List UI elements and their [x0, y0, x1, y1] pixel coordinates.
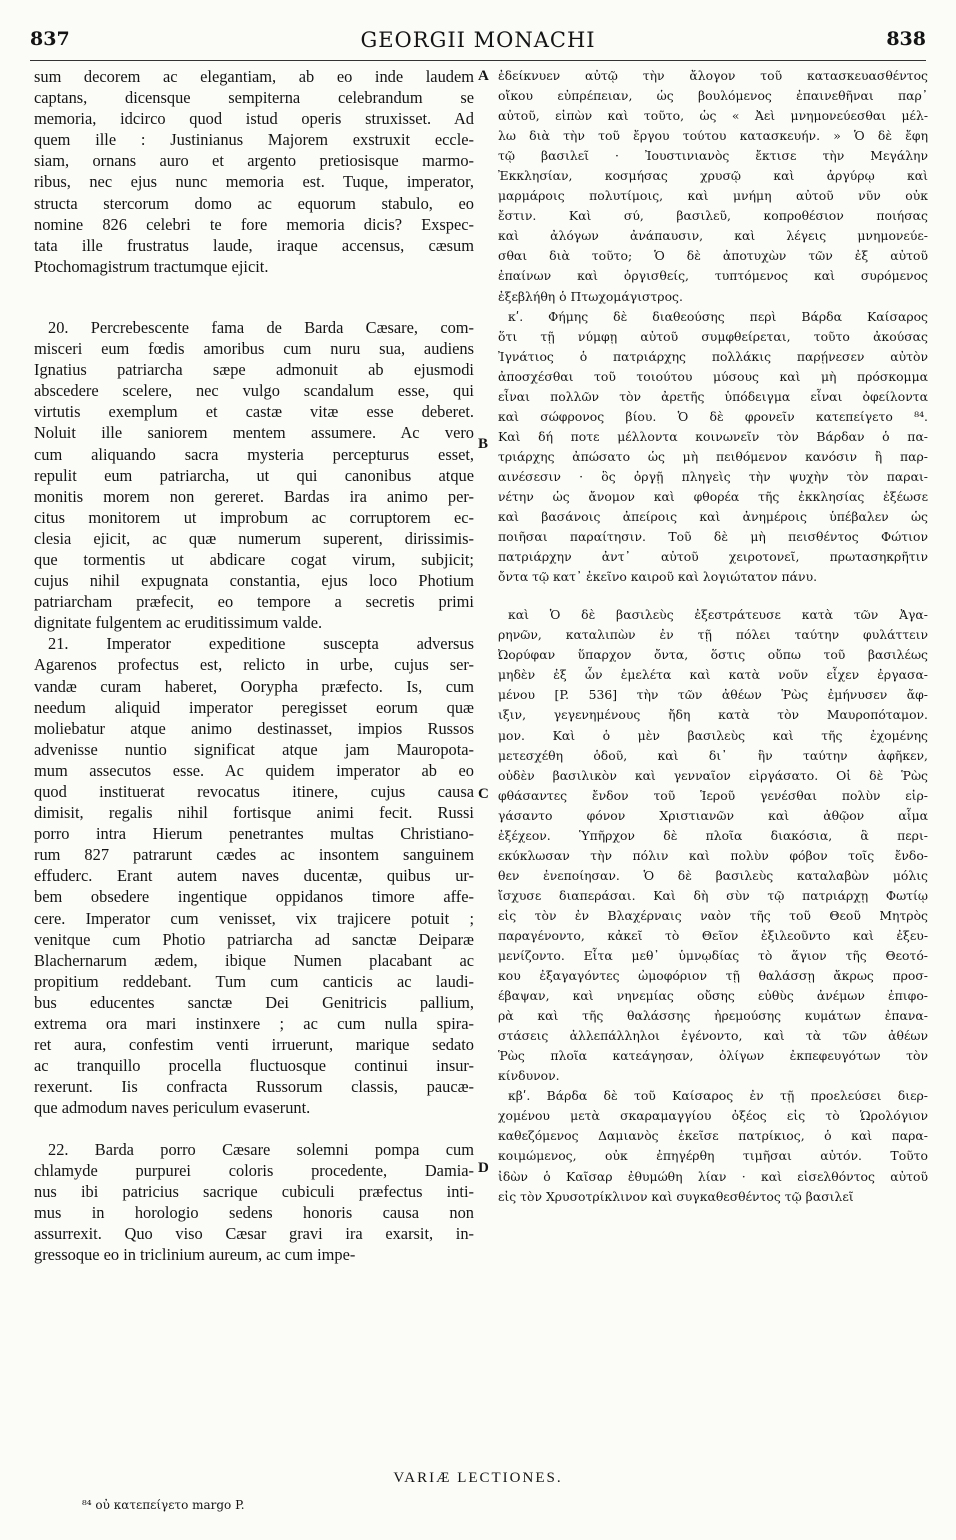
greek-line: ποιῆσαι παραίτησιν. Τοῦ δὲ μὴ πεισθέντος Φώτιον	[498, 529, 928, 545]
latin-line: moliebatur atque animo destinasset, impios Russos	[34, 718, 474, 738]
latin-line: advenisse nuntio significat atque jam Mauropota-	[34, 739, 474, 759]
greek-line: καὶ σώφρονος βίου. Ὁ δὲ φρονεῖν κατεπείγετο ⁸⁴.	[498, 408, 928, 424]
latin-line: Noluit ille saniorem mentem assumere. Ac vero	[34, 423, 474, 443]
latin-line: dignitate fulgentem ac eruditissimum valde.	[34, 613, 323, 633]
greek-line: ὄντα τῷ κατ᾽ ἐκεῖνο καιροῦ καὶ λογιώτατον πάνυ.	[498, 569, 818, 585]
latin-line: bem obsedere ingentique oppidanos timore affe-	[34, 887, 474, 907]
latin-line: rexerunt. Iis confracta Russorum classis, paucæ-	[34, 1077, 474, 1097]
latin-line: venitque cum Photio patriarcha ad sanctæ Deiparæ	[34, 929, 474, 949]
greek-line: κʹ. Φήμης δὲ διαθεούσης περὶ Βάρδα Καίσαρος	[508, 308, 928, 324]
running-title: GEORGII MONACHI	[360, 28, 596, 52]
latin-line: siam, ornans auro et argento pretiosisque marmo-	[34, 151, 474, 171]
greek-line: καὶ βασάνοις ἀπείροις καὶ ἀνημέροις ὑπέβαλεν ὡς	[498, 509, 928, 525]
greek-line: μενίζοντο. Εἶτα μεθ᾽ ὑμνῳδίας τὸ ἅγιον τῆς Θεοτό-	[498, 948, 928, 964]
latin-line: cujus nihil expugnata constantia, ejus loco Photium	[34, 571, 474, 591]
greek-line: σθαι διὰ τοῦτο; Ὁ δὲ ἀποτυχὼν τῶν ἐξ αὐτοῦ	[498, 248, 928, 264]
greek-line: τῷ βασιλεῖ · Ἰουστινιανὸς ἔκτισε τὴν Μεγάλην	[498, 148, 928, 164]
greek-line: εἶναι πολλῶν τὸν ἀρετῆς ὑπόδειγμα εἶναι ὀφείλοντα	[498, 388, 928, 404]
greek-line: έβαψαν, καὶ νηνεμίας οὔσης εὐθὺς ἀνέμων ἐπιφο-	[498, 988, 928, 1004]
latin-line: ret aura, confestim venti irruerunt, marique sedato	[34, 1035, 474, 1055]
greek-line: πατριάρχην ἀντ᾽ αὐτοῦ χειροτονεῖ, πρωτασηκρῆτιν	[498, 549, 928, 565]
greek-line: κίνδυνον.	[498, 1068, 560, 1084]
margin-letter-c: C	[478, 786, 489, 802]
greek-line: ἐπαίνων καὶ ὀργισθείς, τυπτόμενος καὶ συρόμενος	[498, 268, 928, 284]
greek-line: αινέσεσιν · ὃς ὀργῇ πληγεὶς τὴν ψυχὴν τὸν παραι-	[498, 468, 928, 484]
greek-line: ιξιν, γεγενημένους ἤδη κατὰ τὸν Μαυροπόταμον.	[498, 707, 928, 723]
greek-line: εἰς τὸν Χρυσοτρίκλινον καὶ συγκαθεσθέντος τῷ βασιλεῖ	[498, 1188, 854, 1204]
greek-line: καθεζόμενος Δαμιανὸς ἐκεῖσε πατρίκιος, ὁ καὶ παρα-	[498, 1128, 928, 1144]
latin-line: nomine 826 celebri te fore memoria dicis? Exspec-	[34, 214, 474, 234]
latin-line: chlamyde purpurei coloris procedente, Damia-	[34, 1160, 474, 1180]
latin-line: patriarcham præfecit, eo tempore a secretis primi	[34, 592, 474, 612]
header-rule	[30, 60, 926, 61]
greek-line: παραγένοντο, κἀκεῖ τὸ Θεῖον ἐξιλεοῦντο καὶ ἐξευ-	[498, 927, 928, 943]
greek-line: κου ἐξαγαγόντες ὠμοφόριον τῇ θαλάσσῃ ἄκρως προσ-	[498, 968, 928, 984]
latin-line: cum aliquando sacra mysteria percepturus esset,	[34, 444, 474, 464]
greek-line: ρὰ καὶ τῆς θαλάσσης ἠρεμούσης κυμάτων ἐπανα-	[498, 1008, 928, 1024]
margin-letter-a: A	[478, 68, 489, 84]
greek-line: στάσεις ἀλλεπάλληλοι ἐγένοντο, καὶ τὰ τῶν ἀθέων	[498, 1028, 928, 1044]
greek-line: λω διὰ τὴν τοῦ ἔργου τούτου κατασκευήν. » Ὁ δὲ ἔφη	[498, 128, 928, 144]
margin-letter-b: B	[478, 436, 489, 452]
greek-line: γάσαντο φόνον Χριστιανῶν καὶ ἀθῷον αἷμα	[498, 807, 928, 823]
greek-line: ἀποσχέσθαι τοῦ τοιούτου μύσους καὶ μὴ πρόσκομμα	[498, 368, 928, 384]
greek-line: καὶ ἀλόγων ἀνάπαυσιν, καὶ λέγεις μνημονεύε-	[498, 228, 928, 244]
greek-line: ἴσχυσε διαπεράσαι. Καὶ δὴ σὺν τῷ πατριάρχῃ Φωτίῳ	[498, 887, 928, 903]
greek-line: εἰς τὸν ἐν Βλαχέρναις ναὸν τῆς τοῦ Θεοῦ Μητρὸς	[498, 907, 928, 923]
latin-line: citus monitorem ut improbum ac corruptorem ec-	[34, 507, 474, 527]
latin-line: Ptochomagistrum tractumque ejicit.	[34, 256, 269, 276]
greek-line: κοιμώμενος, οὐκ ἐπηγέρθη τιμῆσαι αὐτόν. Τοῦτο	[498, 1148, 928, 1164]
greek-line: μένου [P. 536] τὴν τῶν ἀθέων Ῥὼς ἐμήνυσεν ἄφ-	[498, 687, 928, 703]
latin-line: quem ille : Justinianus Majorem exstruxit eccle-	[34, 130, 474, 150]
latin-line: assurrexit. Quo viso Cæsar gravi ira exarsit, in-	[34, 1223, 474, 1243]
latin-line: abscedere scelere, nec vulgo scandalum esse, qui	[34, 381, 474, 401]
latin-line: sum decorem ac elegantiam, ab eo inde laudem	[34, 67, 474, 86]
variae-lectiones-heading: VARIÆ LECTIONES.	[393, 1470, 563, 1486]
greek-line: μον. Καὶ ὁ μὲν βασιλεὺς καὶ τῆς ἐχομένης	[498, 727, 928, 743]
greek-line: ρηνῶν, καταλιπὼν ἐν τῇ πόλει ταύτην φυλάττειν	[498, 627, 928, 643]
greek-line: Ῥὼς πλοῖα κατεάγησαν, ὀλίγων ἐκπεφευγότων τὸν	[498, 1048, 928, 1064]
paragraph-gap	[34, 277, 474, 317]
latin-line: dimisit, regalis nihil fortisque animi fecit. Russi	[34, 803, 474, 823]
latin-line: effuderc. Erant autem naves ducentæ, quibus ur-	[34, 866, 474, 886]
greek-line: ἐδείκνυεν αὐτῷ τὴν ἄλογον τοῦ κατασκευασθέντος	[498, 68, 928, 83]
greek-line: ὅτι τῇ νύμφῃ αὐτοῦ συμφθείρεται, τοῦτο ἀκούσας	[498, 328, 928, 344]
latin-column	[34, 66, 474, 1265]
latin-line: que tormentis ut abdicare cogat virum, subjicit;	[34, 549, 474, 569]
greek-line: ἐξεβλήθη ὁ Πτωχομάγιστρος.	[498, 288, 683, 304]
greek-line: τριάρχης ἀπώσατο ὡς μὴ πειθόμενον κανόσιν ἢ παρ-	[498, 448, 928, 464]
greek-line: ἰδὼν ὁ Καῖσαρ ἐθυμώθη λίαν · καὶ εἰσελθόντος αὐτοῦ	[498, 1168, 928, 1184]
greek-line: ἔστιν. Καὶ σύ, βασιλεῦ, κοπροθέσιον ποιήσας	[498, 208, 928, 224]
greek-line: καὶ Ὁ δὲ βασιλεὺς ἐξεστράτευσε κατὰ τῶν Ἀγα-	[508, 607, 928, 623]
greek-line: νέτην ὡς ἄνομον καὶ φθορέα τῆς ἐκκλησίας ἐξέωσε	[498, 488, 928, 504]
column-number-left: 837	[30, 28, 70, 50]
latin-line: extrema ora mari instinxere ; ac cum nulla spira-	[34, 1014, 474, 1034]
greek-line: εκύκλωσαν τὴν πόλιν καὶ πολὺν φόβον τοῖς ἔνδο-	[498, 847, 928, 863]
greek-line: μαρμάροις πολυτίμοις, καὶ μνήμη αὐτοῦ νῦν οὐκ	[498, 188, 928, 204]
latin-line: propitium reddebant. Tum cum canticis ac laudi-	[34, 971, 474, 991]
latin-line: virtutis exemplum et castæ vitæ esse deberet.	[34, 402, 474, 422]
latin-line: mus in horologio sedens honoris causa non	[34, 1202, 474, 1222]
greek-line: Καὶ δή ποτε μέλλοντα κοινωνεῖν τὸν Βάρδαν ὁ πα-	[498, 428, 928, 444]
latin-line: tata ille frustratus laude, iraque accensus, cæsum	[34, 235, 474, 255]
latin-line: porro intra Hierum penetrantes multas Christiano-	[34, 824, 474, 844]
greek-line: μετεσχέθη ὁδοῦ, καὶ δι᾽ ἣν ταύτην ἀφῆκεν,	[498, 747, 928, 763]
latin-line: Ignatius patriarcha sæpe admonuit ab ejusmodi	[34, 360, 474, 380]
paragraph-gap	[498, 587, 928, 605]
latin-line: nus ibi patricius sacrique cubiculi præfectus inti-	[34, 1181, 474, 1201]
latin-line: repulit eum patriarcha, ut qui canonibus atque	[34, 465, 474, 485]
latin-line: quod instituerat revocatus itinere, cujus causa	[34, 782, 474, 801]
greek-line: κβʹ. Βάρδα δὲ τοῦ Καίσαρος ἐν τῇ προελεύσει διερ-	[508, 1088, 928, 1104]
greek-line: φθάσαντες ἔνδον τοῦ Ἱεροῦ γενέσθαι πολὺν εἰρ-	[498, 787, 928, 803]
latin-line: vandæ curam haberet, Oorypha præfecto. Is, cum	[34, 676, 474, 696]
latin-line: mum assecutos esse. Ac quidem imperator ab eo	[34, 760, 474, 780]
latin-line: Blachernarum ædem, ibique Numen placabant ac	[34, 950, 474, 970]
latin-line: cere. Imperator cum venisset, vix trajicere potuit ;	[34, 908, 474, 928]
greek-line: Ἐκκλησίαν, κοσμήσας χρυσῷ καὶ ἀργύρῳ καὶ	[498, 168, 928, 184]
greek-line: οἴκου εὐπρέπειαν, ὡς βουλόμενος ἐπαινεθῆναι παρ᾽	[498, 88, 928, 104]
greek-line: Ὠορύφαν ὕπαρχον ὄντα, ὅστις οὔπω τοῦ βασιλέως	[498, 647, 928, 663]
latin-line: memoria, idcirco quod istud operis struxisset. Ad	[34, 109, 474, 129]
latin-line: bus educentes sanctæ Dei Genitricis pallium,	[34, 992, 474, 1012]
page-header	[30, 22, 926, 58]
latin-line: structa stercorum domo ac equorum stabulo, eo	[34, 193, 474, 213]
latin-line: ribus, nec ejus nunc memoria est. Tuque, imperator,	[34, 172, 474, 192]
latin-line: needum aliquid imperator peregisset eorum quæ	[34, 697, 474, 717]
paragraph-gap	[34, 1119, 474, 1139]
latin-line: 20. Percrebescente fama de Barda Cæsare, com-	[48, 317, 474, 337]
latin-line: que admodum naves periculum evaserunt.	[34, 1098, 311, 1118]
latin-line: ac tranquillo procella fluctuosque continui insur-	[34, 1056, 474, 1076]
latin-line: 21. Imperator expeditione suscepta adversus	[48, 634, 474, 654]
greek-line: χομένου μετὰ σκαραμαγγίου ὀξέος εἰς τὸ Ὡρολόγιον	[498, 1108, 928, 1124]
greek-line: αὐτοῦ, εἰπὼν καὶ τοῦτο, ὡς « Ἀεὶ μνημονεύεσθαι μέλ-	[498, 108, 928, 124]
greek-line: μηδὲν ἐξ ὧν ἐμελέτα καὶ κατὰ νοῦν εἶχεν ἐργασα-	[498, 667, 928, 683]
latin-line: captans, dicensque sempiterna celebrandum se	[34, 88, 474, 108]
greek-line: Ἰγνάτιος ὁ πατριάρχης πολλάκις παρῄνεσεν αὐτὸν	[498, 348, 928, 364]
column-number-right: 838	[886, 28, 926, 50]
latin-line: gressoque eo in triclinium aureum, ac cum impe-	[34, 1244, 356, 1264]
greek-line: ἐξέχεον. Ὑπῆρχον δὲ πλοῖα διακόσια, ἃ περι-	[498, 827, 928, 843]
latin-line: misceri eum fœdis amoribus cum nuru sua, audiens	[34, 339, 474, 359]
latin-line: monitis morem non gereret. Bardas ira animo per-	[34, 486, 474, 506]
margin-letter-d: D	[478, 1160, 489, 1176]
greek-line: οὐδὲν βασιλικὸν καὶ γενναῖον εἰργάσατο. Οἱ δὲ Ῥὼς	[498, 767, 928, 783]
greek-column	[498, 66, 928, 1207]
latin-line: 22. Barda porro Cæsare solemni pompa cum	[48, 1139, 474, 1159]
latin-line: clesia ejicit, ac quæ numerum superent, dirissimis-	[34, 528, 474, 548]
footnote: ⁸⁴ οὐ κατεπείγετο margo P.	[82, 1498, 245, 1512]
latin-line: Agarenos profectus est, relicto in urbe, cujus ser-	[34, 655, 474, 675]
greek-line: θεν ἐνεποίησαν. Ὁ δὲ βασιλεὺς καταλαβὼν μόλις	[498, 867, 928, 883]
latin-line: rum 827 patrarunt cædes ac insontem sanguinem	[34, 845, 474, 865]
